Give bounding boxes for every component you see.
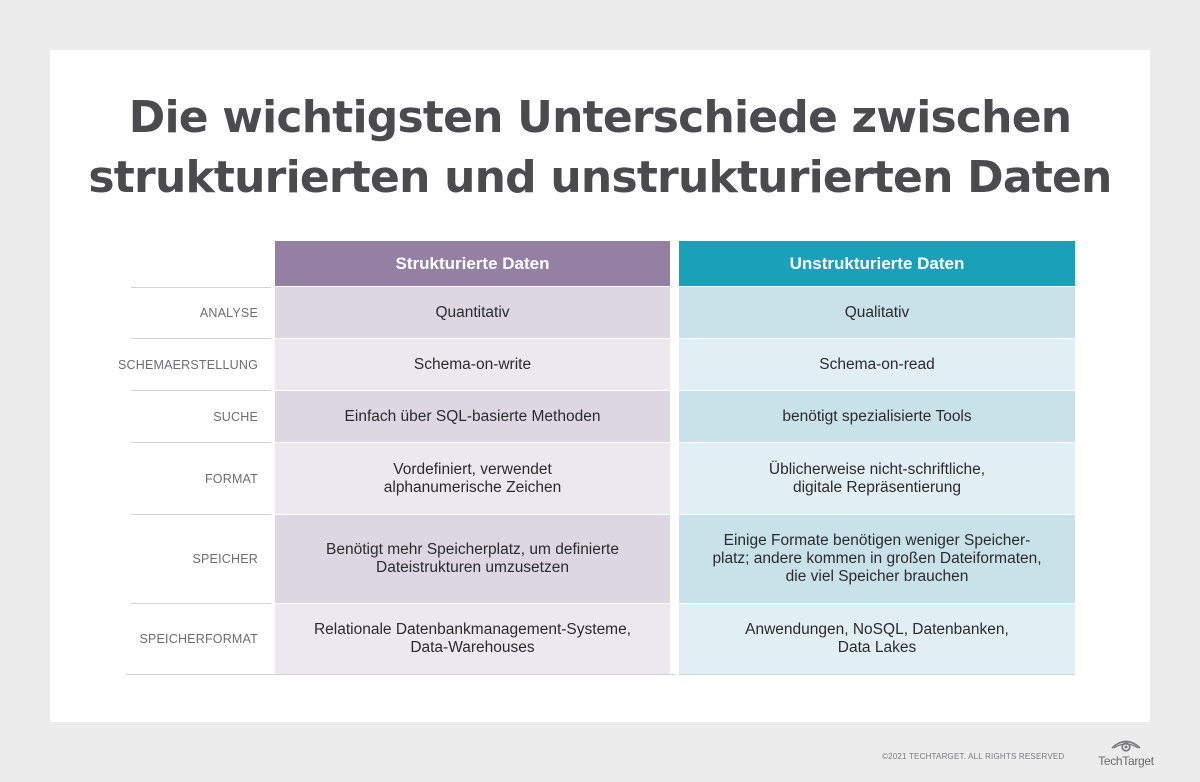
row-label-suche: SUCHE	[213, 409, 258, 424]
title-line-2: strukturierten und unstrukturierten Daten	[88, 152, 1112, 203]
eye-icon	[1096, 736, 1156, 754]
cell-structured: Relationale Datenbankmanagement-Systeme, Data-Warehouses	[275, 604, 670, 674]
row-label-speicherformat: SPEICHERFORMAT	[139, 632, 258, 646]
table-row	[0, 287, 1200, 338]
cell-unstructured: Qualitativ	[679, 287, 1075, 338]
title-line-1: Die wichtigsten Unterschiede zwischen	[128, 92, 1072, 143]
row-label-speicher: SPEICHER	[192, 552, 258, 566]
row-label-schemaerstellung: SCHEMAERSTELLUNG	[117, 357, 258, 372]
cell-structured: Quantitativ	[275, 287, 670, 338]
copyright-notice: ©2021 TECHTARGET. ALL RIGHTS RESERVED	[882, 752, 1065, 761]
table-row	[0, 515, 1200, 603]
cell-structured: Benötigt mehr Speicherplatz, um definierte Dateistrukturen umzusetzen	[275, 515, 670, 603]
cell-structured: Schema-on-write	[275, 339, 670, 390]
cell-unstructured: benötigt spezialisierte Tools	[679, 391, 1075, 442]
cell-unstructured: Üblicherweise nicht-schriftliche, digitale Repräsentierung	[679, 443, 1075, 514]
cell-structured: Vordefiniert, verwendet alphanumerische Zeichen	[275, 443, 670, 514]
table-bottom-border	[679, 674, 1075, 675]
column-header-unstructured: Unstrukturierte Daten	[679, 241, 1075, 286]
logo-wordmark: TechTarget	[1098, 754, 1154, 768]
page-title	[0, 88, 1200, 208]
row-label-format: FORMAT	[204, 471, 258, 486]
column-header-structured: Strukturierte Daten	[275, 241, 670, 286]
table-row	[0, 443, 1200, 514]
row-label-analyse: ANALYSE	[199, 305, 258, 320]
cell-structured: Einfach über SQL-basierte Methoden	[275, 391, 670, 442]
table-row	[0, 339, 1200, 390]
cell-unstructured: Anwendungen, NoSQL, Datenbanken, Data Lakes	[679, 604, 1075, 674]
techtarget-logo	[1096, 736, 1156, 768]
table-row	[0, 391, 1200, 442]
cell-unstructured: Schema-on-read	[679, 339, 1075, 390]
table-bottom-border	[126, 674, 675, 675]
table-row	[0, 604, 1200, 674]
cell-unstructured: Einige Formate benötigen weniger Speicher- platz; andere kommen in großen Dateiformaten, die viel Speicher brauchen	[679, 515, 1075, 603]
